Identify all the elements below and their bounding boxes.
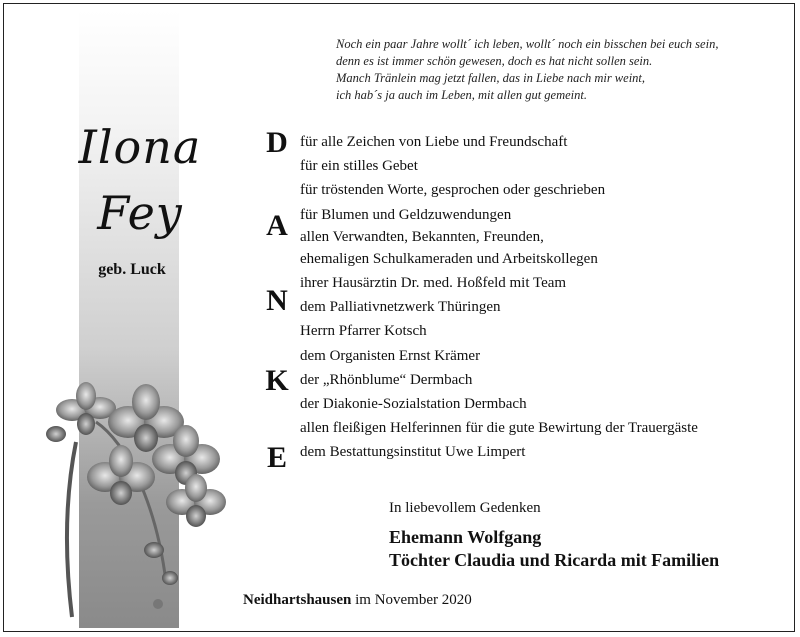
acrostic-letter: N — [266, 284, 288, 317]
poem-line: Noch ein paar Jahre wollt´ ich leben, wollt´ noch ein bisschen bei euch sein, — [336, 37, 719, 51]
first-name: Ilona — [78, 120, 202, 174]
birth-name: geb. Luck — [98, 261, 166, 278]
thanks-line: für Blumen und Geldzuwendungen — [300, 206, 512, 223]
closing-intro: In liebevollem Gedenken — [389, 500, 541, 516]
thanks-line: ihrer Hausärztin Dr. med. Hoßfeld mit Team — [300, 275, 567, 292]
thanks-line: ehemaligen Schulkameraden und Arbeitskollegen — [300, 250, 598, 267]
place-town: Neidhartshausen — [243, 592, 352, 608]
last-name: Fey — [97, 186, 183, 240]
place-date-text: im November 2020 — [355, 592, 472, 608]
acrostic-letter: D — [266, 126, 288, 159]
poem — [336, 36, 776, 104]
acrostic-letter: A — [266, 209, 288, 242]
thanks-line: Herrn Pfarrer Kotsch — [300, 323, 427, 340]
orchid-illustration-icon — [36, 382, 236, 622]
acrostic-letter: E — [266, 441, 287, 474]
signature-daughters: Töchter Claudia und Ricarda mit Familien — [389, 550, 720, 570]
thanks-line: allen Verwandten, Bekannten, Freunden, — [300, 228, 544, 245]
thanks-line: dem Palliativnetzwerk Thüringen — [300, 299, 501, 316]
thanks-line: dem Organisten Ernst Krämer — [300, 347, 481, 364]
thanks-line: allen fleißigen Helferinnen für die gute Bewirtung der Trauergäste — [300, 420, 698, 437]
poem-line: ich hab´s ja auch im Leben, mit allen gut gemeint. — [336, 88, 588, 102]
thanks-line: der Diakonie-Sozialstation Dermbach — [300, 396, 527, 413]
poem-line: denn es ist immer schön gewesen, doch es hat nicht sollen sein. — [336, 54, 653, 68]
poem-line: Manch Tränlein mag jetzt fallen, das in Liebe nach mir weint, — [336, 71, 646, 85]
thanks-list — [300, 130, 770, 465]
acrostic-letter: K — [265, 364, 289, 397]
thanks-line: für ein stilles Gebet — [300, 158, 418, 175]
thanks-line: für tröstenden Worte, gesprochen oder geschrieben — [300, 182, 606, 199]
thanks-line: für alle Zeichen von Liebe und Freundschaft — [300, 134, 568, 150]
thanks-line: dem Bestattungsinstitut Uwe Limpert — [300, 444, 526, 461]
thanks-line: der „Rhönblume“ Dermbach — [300, 371, 473, 388]
signature-husband: Ehemann Wolfgang — [389, 527, 542, 547]
closing — [389, 498, 789, 572]
place-date — [243, 592, 472, 609]
